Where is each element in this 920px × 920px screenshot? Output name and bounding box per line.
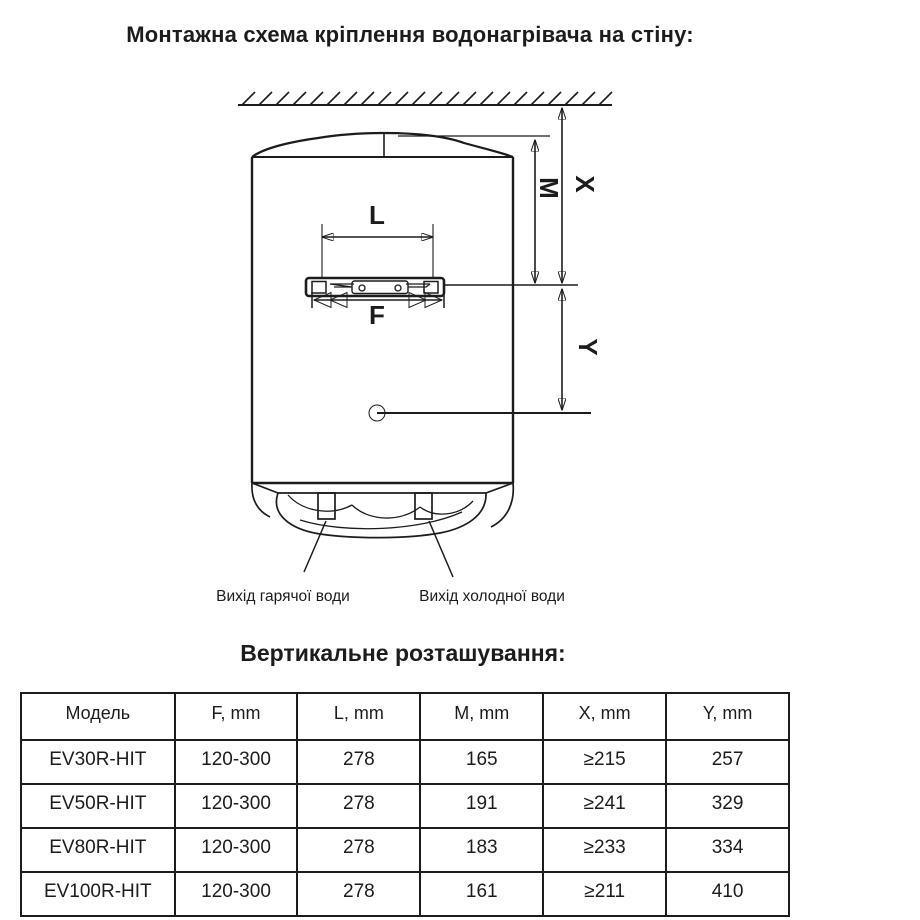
bottom-contour-1 (288, 495, 352, 511)
page-title: Монтажна схема кріплення водонагрівача на стіну: (126, 22, 694, 47)
section-title: Вертикальне розташування: (240, 640, 566, 666)
cell-l: 278 (297, 872, 420, 916)
table-row (21, 828, 789, 872)
cell-model: EV100R-HIT (21, 872, 175, 916)
dim-L (322, 200, 433, 278)
cold-leader-line (429, 521, 453, 577)
cell-f: 120-300 (175, 784, 298, 828)
cell-x: ≥241 (543, 784, 666, 828)
cell-f: 120-300 (175, 872, 298, 916)
table-row (21, 872, 789, 916)
col-header-y: Y, mm (666, 693, 789, 740)
dim-M (534, 140, 564, 283)
cell-model: EV50R-HIT (21, 784, 175, 828)
cell-l: 278 (297, 740, 420, 784)
dim-label-L: L (369, 200, 385, 230)
cell-m: 191 (420, 784, 543, 828)
cell-m: 165 (420, 740, 543, 784)
dim-X (562, 108, 600, 283)
mount-point (369, 405, 591, 421)
bottom-contour-2 (352, 505, 420, 518)
ceiling (238, 92, 612, 105)
bottom-contour-3 (420, 501, 473, 514)
cold-outlet-label: Вихід холодної води (419, 588, 565, 605)
cell-model: EV80R-HIT (21, 828, 175, 872)
cell-model: EV30R-HIT (21, 740, 175, 784)
heater-bottom-cap (252, 483, 513, 577)
cell-f: 120-300 (175, 828, 298, 872)
cell-m: 183 (420, 828, 543, 872)
col-header-x: X, mm (543, 693, 666, 740)
cell-x: ≥233 (543, 828, 666, 872)
cell-x: ≥215 (543, 740, 666, 784)
bracket-screw-right (395, 285, 401, 291)
col-header-f: F, mm (175, 693, 298, 740)
dimensions-table (20, 692, 790, 917)
col-header-l: L, mm (297, 693, 420, 740)
bracket-end-left (312, 282, 326, 294)
col-header-model: Модель (21, 693, 175, 740)
ceiling-hatch (242, 92, 612, 105)
cell-l: 278 (297, 828, 420, 872)
mounting-bracket (306, 278, 444, 296)
dim-label-F: F (369, 300, 385, 330)
bracket-screw-left (359, 285, 365, 291)
dim-label-X: X (570, 175, 600, 193)
cell-y: 334 (666, 828, 789, 872)
table-row (21, 784, 789, 828)
bracket-center-plate (352, 281, 408, 294)
cell-m: 161 (420, 872, 543, 916)
dim-label-Y: Y (573, 338, 603, 356)
cell-y: 329 (666, 784, 789, 828)
cold-water-pipe (415, 493, 432, 519)
cell-y: 410 (666, 872, 789, 916)
dim-Y (562, 289, 603, 410)
table-row (21, 740, 789, 784)
col-header-m: M, mm (420, 693, 543, 740)
hot-water-pipe (318, 493, 335, 519)
cell-y: 257 (666, 740, 789, 784)
bracket-slot-left (330, 284, 354, 287)
bracket-slot-right (406, 284, 430, 287)
hot-outlet-label: Вихід гарячої води (216, 588, 350, 605)
cell-f: 120-300 (175, 740, 298, 784)
cell-x: ≥211 (543, 872, 666, 916)
cell-l: 278 (297, 784, 420, 828)
table-header-row (21, 693, 789, 740)
dim-F (312, 292, 444, 330)
mounting-diagram (0, 85, 920, 620)
heater-body (252, 133, 550, 483)
dim-label-M: M (534, 177, 564, 199)
hot-leader-line (304, 521, 326, 572)
